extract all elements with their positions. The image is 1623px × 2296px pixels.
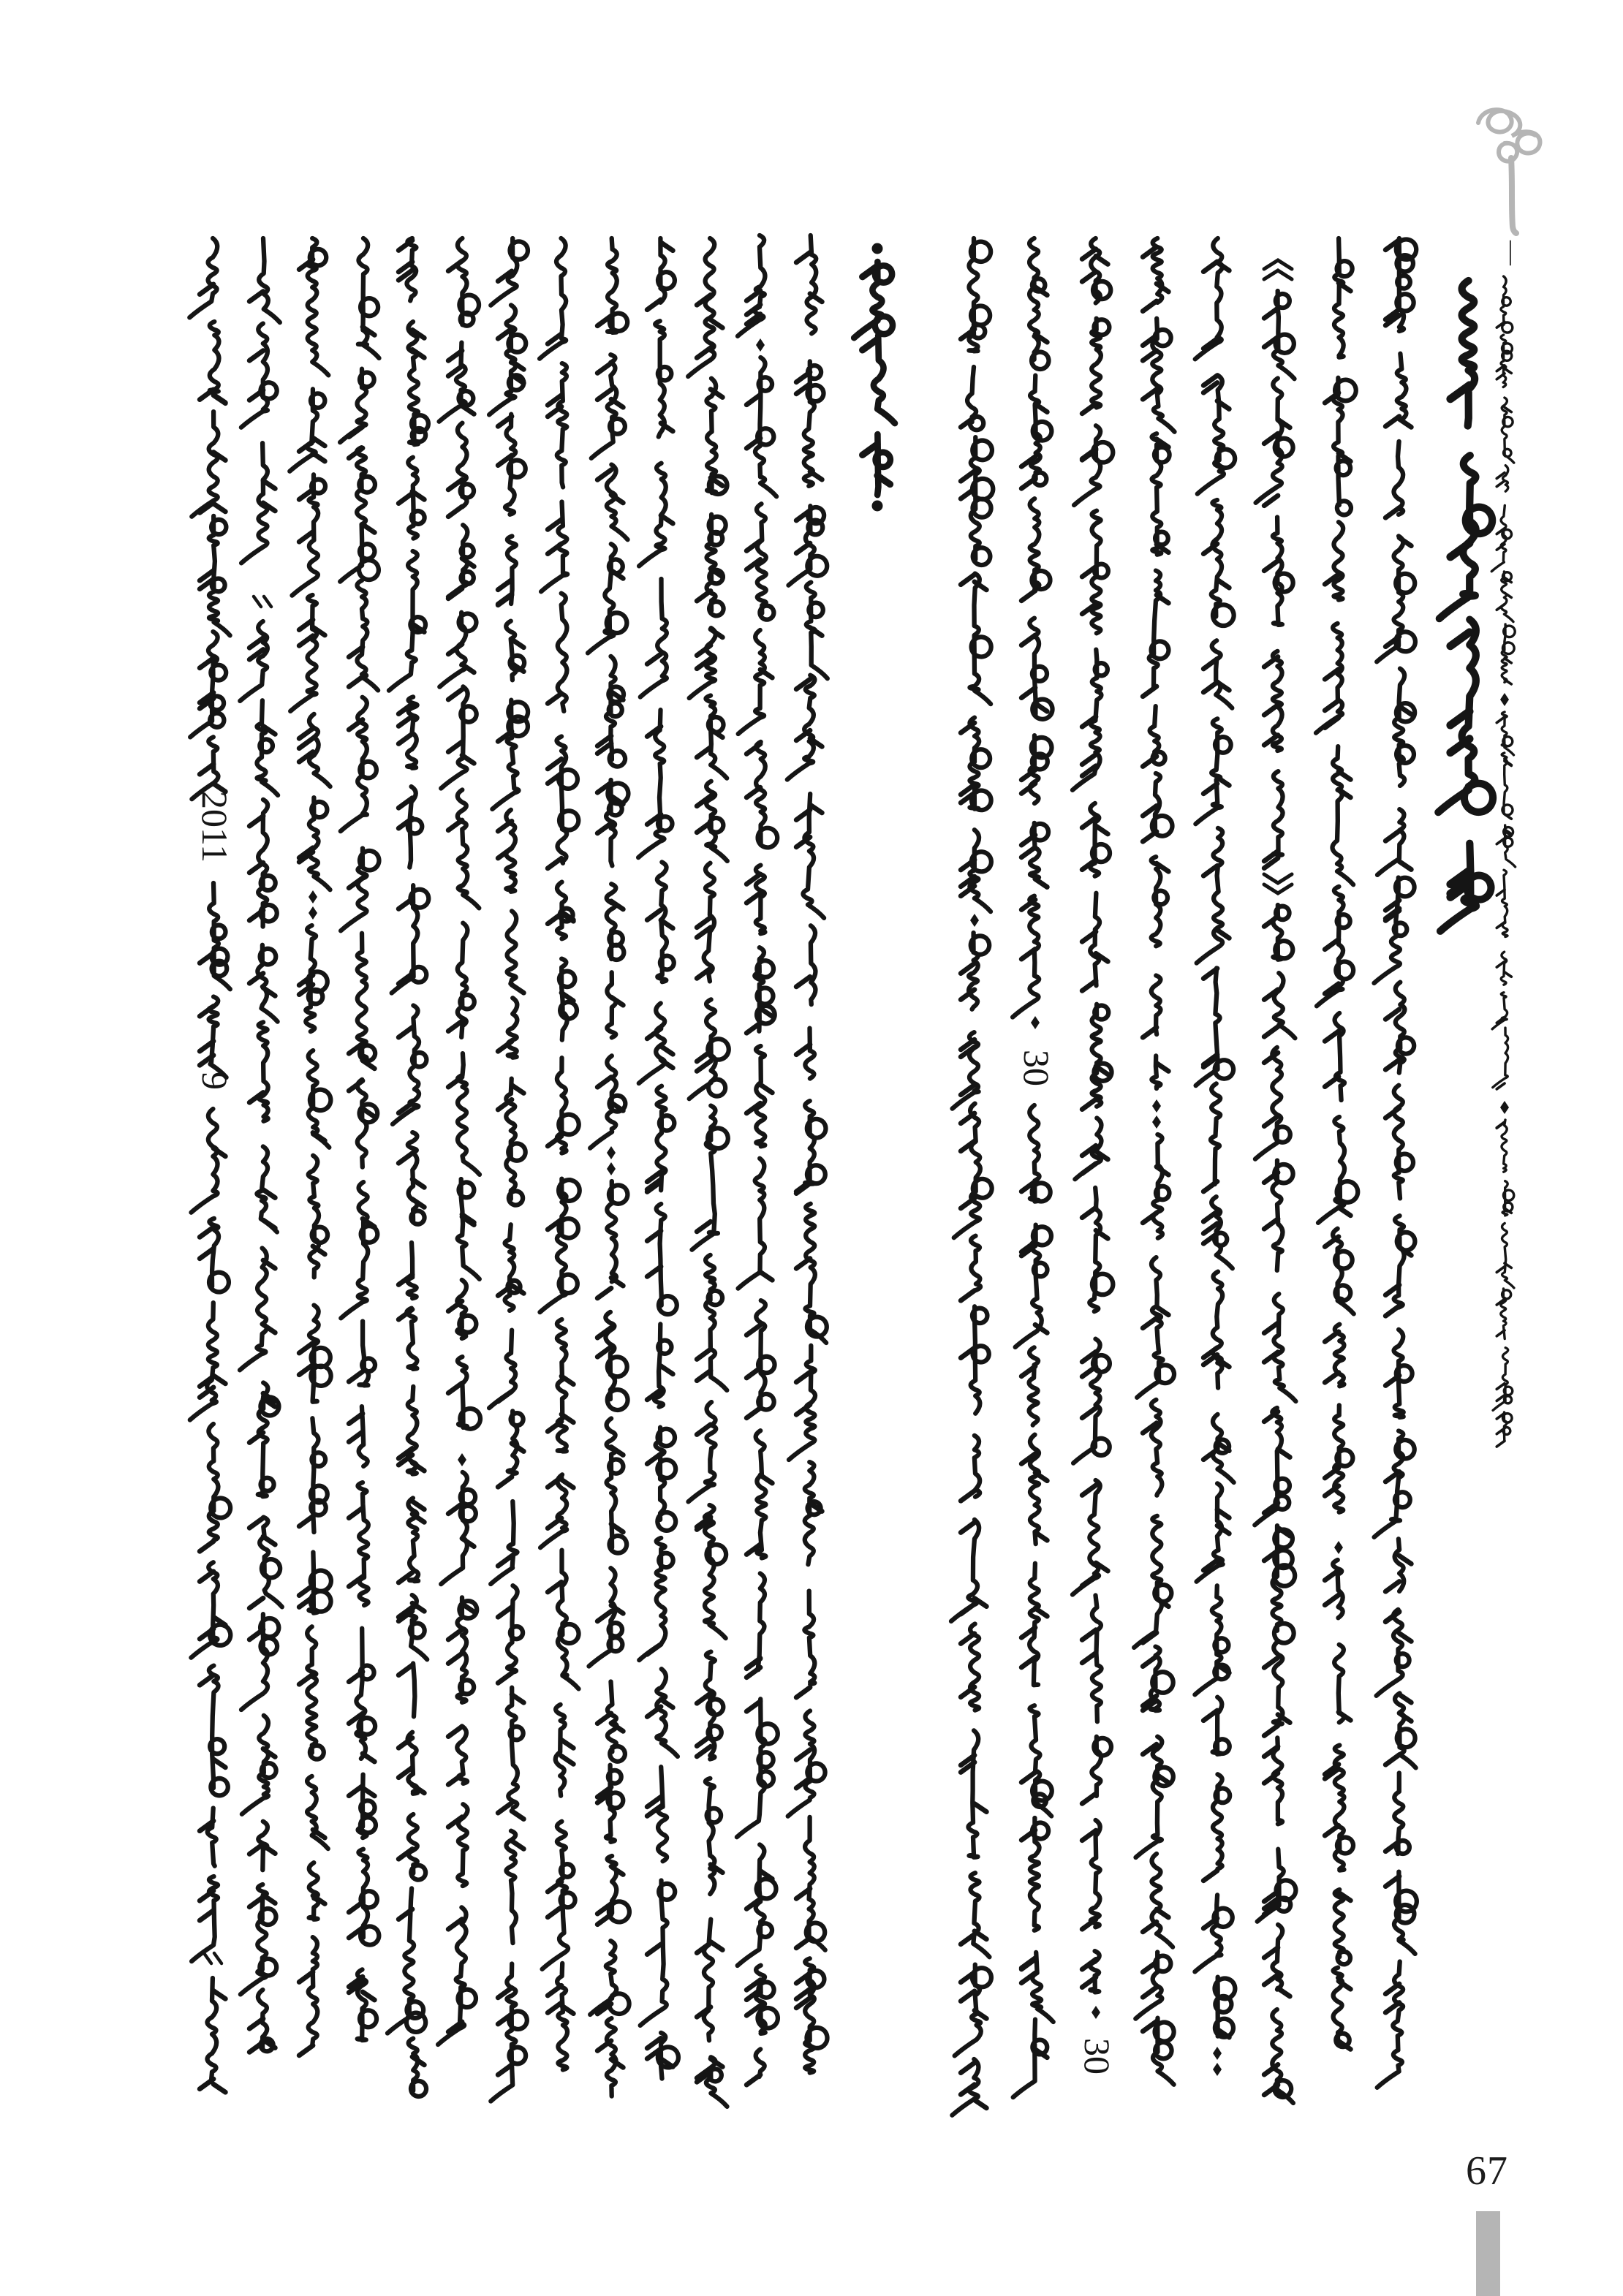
mongolian-punctuation-comma	[970, 914, 979, 927]
body-text-column-21	[189, 238, 235, 2092]
mongolian-punctuation-comma	[458, 1453, 466, 1466]
mongolian-punctuation-comma	[1031, 1016, 1040, 1029]
guillemet-close	[1264, 874, 1292, 893]
mongolian-punctuation-ditto	[607, 1146, 616, 1175]
body-text-column-14	[540, 238, 580, 2069]
mongolian-punctuation-comma	[1334, 1541, 1343, 1554]
script-word-strokes	[1072, 238, 1113, 1992]
body-text-column-18	[340, 238, 379, 2040]
body-text-column-13	[588, 238, 629, 2096]
mongolian-punctuation-comma	[1500, 1101, 1509, 1114]
script-word-strokes	[189, 238, 230, 2080]
body-text-column-9	[787, 235, 828, 2073]
quote-open	[254, 596, 271, 607]
script-word-strokes	[387, 238, 428, 2096]
header-credit-line	[1491, 276, 1515, 1447]
body-text-column-11	[688, 238, 729, 2107]
body-text-column-2	[1316, 238, 1358, 2049]
body-text-column-19	[290, 238, 331, 2056]
script-word-strokes	[1438, 281, 1493, 931]
rotated-numeral: 30	[1016, 1050, 1057, 1086]
section-heading	[854, 243, 895, 512]
heading-bullet	[872, 501, 883, 512]
body-text-column-7	[1013, 238, 1057, 2097]
script-word-strokes	[737, 235, 778, 2077]
guillemet-open	[1264, 260, 1292, 279]
body-text-column-5	[1134, 238, 1174, 2085]
rotated-numeral: 30	[1077, 2038, 1118, 2075]
script-word-strokes	[1134, 238, 1174, 2085]
body-text-column-1	[1374, 238, 1417, 2088]
script-word-strokes	[489, 238, 528, 2102]
body-text-column-15	[489, 238, 528, 2102]
script-word-strokes	[1374, 238, 1417, 2088]
body-text-column-20	[240, 238, 282, 2052]
mongolian-punctuation-comma	[1092, 2006, 1100, 2019]
page-edge-bar	[1476, 2211, 1500, 2296]
rotated-numeral: 9	[194, 1072, 235, 1090]
body-text-column-12	[638, 238, 678, 2079]
script-word-strokes	[951, 238, 993, 2115]
script-word-strokes	[1013, 238, 1053, 2097]
script-word-strokes	[1316, 238, 1358, 2047]
heading-bullet	[872, 243, 883, 254]
body-text-column-8	[951, 238, 993, 2115]
body-text-column-4	[1195, 238, 1235, 2076]
script-word-strokes	[540, 238, 580, 2069]
body-text-column-3	[1255, 260, 1295, 2103]
flourish-ornament	[1478, 110, 1540, 233]
mongolian-punctuation-ditto	[1152, 1099, 1161, 1129]
script-word-strokes	[1195, 238, 1235, 2037]
body-text-column-10	[737, 235, 778, 2085]
mongolian-punctuation-comma	[756, 338, 765, 352]
script-word-strokes	[340, 238, 379, 2040]
body-text-column-6	[1072, 238, 1118, 2075]
quote-close	[204, 1953, 222, 1963]
page-number: 67	[1466, 2148, 1508, 2194]
rotated-numeral: 2011	[194, 791, 235, 863]
header-dash: —	[1499, 240, 1526, 265]
script-word-strokes	[638, 238, 678, 2079]
mongolian-punctuation-ditto	[309, 890, 317, 920]
body-text-column-17	[387, 238, 428, 2096]
article-title	[1438, 281, 1493, 931]
script-word-strokes	[854, 262, 895, 495]
mongolian-punctuation-comma	[1500, 693, 1509, 706]
mongolian-punctuation-ditto	[1213, 2047, 1222, 2076]
body-text-column-16	[438, 238, 480, 2045]
script-word-strokes	[688, 238, 729, 2107]
